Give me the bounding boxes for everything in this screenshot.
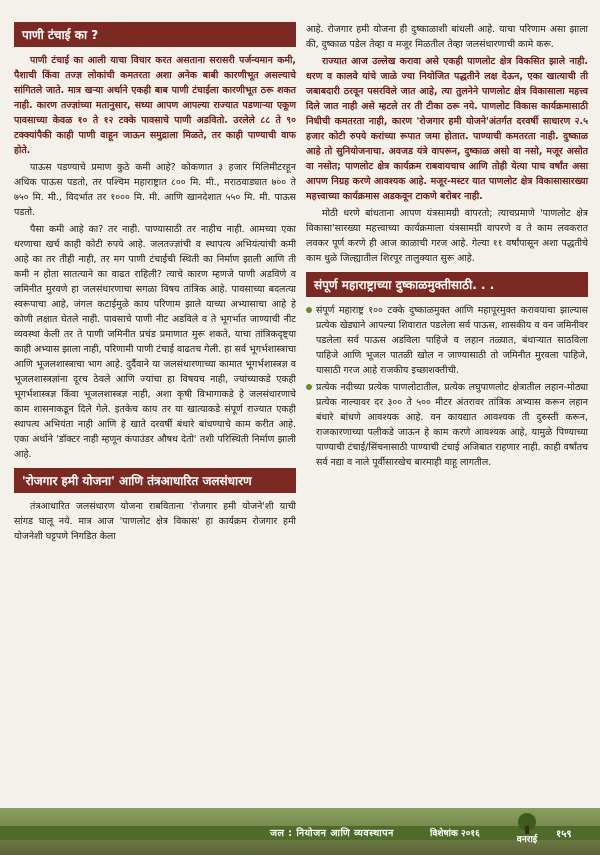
paragraph: मोठी धरणे बांधताना आपण यंत्रसामग्री वापरतो; त्याचप्रमाणे 'पाणलोट क्षेत्र विकासा'सारख्या महत्त्वाच्या कार्यक्रमाला यंत्रसामग्री वापरणे व ते काम लवकरात लवकर पूर्ण करणे ही आज काळाची गरज आहे. गेल्या ११ वर्षांपासून अशा पद्धतीचे काम धुळे जिल्ह्यातील शिरपूर तालुक्यात सुरू आहे.: [306, 208, 588, 264]
paragraph: राज्यात आज उल्लेख करावा असे एकही पाणलोट क्षेत्र विकसित झाले नाही. धरण व कालवे यांचे जाळे ज्या नियोजित पद्धतीने लक्ष देऊन, एका खात्याची ती जबाबदारी ठरवून पसरविले जात आहे, त्या तुलनेने पाणलोट क्षेत्र विकासाला महत्त्व दिले जात नाही असे म्हटले तर ती टीका ठरू नये. पाणलोट विकास कार्यक्रमासाठी निधीची कमतरता नाही, कारण 'रोजगार हमी योजने'अंतर्गत दरवर्षी साधारण २.५ हजार कोटी रुपये करांच्या रूपात जमा होतात. पाण्याची कमतरता नाही. दुष्काळ आहे तो सुनियोजनाचा. अवजड यंत्रे वापरून, दुष्काळ असो वा नसो, मजूर असोत वा नसोत; पाणलोट क्षेत्र कार्यक्रम राबवायचाच आणि तोही येत्या पाच वर्षांत असा आपण निग्रह करणे आवश्यक आहे. मजूर-मस्टर यात पाणलोट क्षेत्र विकासासारख्या महत्त्वाच्या कार्यक्रमास अडकवून टाकणे बरोबर नाही.: [306, 56, 588, 202]
bullet-item: [306, 380, 588, 470]
issue-label: विशेषांक २०१६: [430, 829, 480, 839]
bullet-item: [306, 303, 588, 378]
bullet-text: संपूर्ण महाराष्ट्र १०० टक्के दुष्काळमुक्त आणि महापूरमुक्त करावयाचा झाल्यास प्रत्येक खेड्याने आपल्या शिवारात पडलेला सर्व पाऊस, शासकीय व वन जमिनीवर पडलेला सर्व पाऊस अडविला पाहिजे व लहान तळ्यात, बंधाऱ्यात साठविला पाहिजे आणि भूजल पातळी खोल न जाण्यासाठी तो जमिनीत मुरवला पाहिजे, यासाठी गरज आहे राजकीय इच्छाशक्तीची.: [316, 305, 588, 376]
magazine-title: जल : नियोजन आणि व्यवस्थापन: [270, 828, 394, 839]
paragraph: पाऊस पडण्याचे प्रमाण कुठे कमी आहे? कोकणात ३ हजार मिलिमीटरहून अधिक पाऊस पडतो, तर पश्चिम महाराष्ट्रात ८०० मि. मी., मराठवाड्यात ७०० ते ७५० मि. मी., विदर्भात तर १००० मि. मी. आणि खानदेशात ५५० मि. मी. पाऊस पडतो.: [14, 162, 296, 218]
bullet-dot-icon: [306, 307, 312, 313]
section-heading-water-scarcity: पाणी टंचाई का ?: [14, 22, 296, 47]
page-number: १५९: [556, 829, 572, 840]
paragraph: पैसा कमी आहे का? तर नाही. पाण्यासाठी तर नाहीच नाही. आमच्या एका धरणाचा खर्च काही कोटी रुपये आहे. जलतज्ज्ञांची व स्थापत्य अभियंत्यांची कमी आहे का तर तीही नाही, तर मग पाणी टंचाईची स्थिती का निर्माण झाली आणि ती कमी न होता सातत्याने का वाढत राहिली? त्याचे कारण म्हणजे पाणी अडविणे व जमिनीत मुरवणे हा जलसंधारणाचा सगळा विषय तांत्रिक आहे. पावसाच्या बदलत्या स्वरूपाचा आहे, जंगल कटाईमुळे काय परिणाम झाले याच्या अभ्यासाचा आहे हे कोणी लक्षात घेतले नाही. पावसाचे पाणी नीट अडविले व ते भूगर्भात जाण्याची नीट व्यवस्था केली तर ते पाणी जमिनीत प्रचंड प्रमाणात मुरू शकते, याचा तांत्रिकदृष्ट्या काही अभ्यास झाला नाही, परिणामी पाणी टंचाई वाढतच गेली. हा सर्व भूगर्भशास्त्राचा आणि भूजलशास्त्राचा भाग आहे. दुर्दैवाने या जलसंधारणाच्या कामात भूगर्भशास्त्रज्ञ व भूजलशास्त्रज्ञांना दूरच ठेवले आणि ज्यांचा हा विषयच नाही, ज्यांच्याकडे एकही भूगर्भशास्त्रज्ञ किंवा भूजलशास्त्रज्ञ नाही, अशा कृषी विभागाकडे हे जलसंधारणाचे काम शासनाकडून दिले गेले. इतकेच काय तर या खात्याकडे संपूर्ण राज्यात एकही स्थापत्य अभियंता नाही आणि हे खाते दरवर्षी बंधारे बांधण्याचे काम करीत आहे. एका अर्थाने 'डॉक्टर नाही म्हणून कंपाउंडर औषध देतो' तशी परिस्थिती निर्माण झाली आहे.: [14, 224, 297, 460]
left-column: [14, 22, 296, 546]
paragraph: पाणी टंचाई का आली याचा विचार करत असताना सरासरी पर्जन्यमान कमी, पैशाची किंवा तज्ज्ञ लोकांची कमतरता अशा अनेक बाबी कारणीभूत असल्याचे सांगितले जाते. मात्र खऱ्या अर्थाने एकही बाब पाणी टंचाईला कारणीभूत ठरू शकत नाही. कारण तज्ज्ञांच्या मतानुसार, सध्या आपण आपल्या राज्यात पडणाऱ्या एकूण पावसाच्या केवळ १० ते १२ टक्के पावसाचे पाणी अडवितो. उरलेले ८८ ते ९० टक्क्यांपैकी काही पाणी वाहून जाऊन समुद्राला मिळते, तर काही पाण्याची वाफ होते.: [14, 55, 296, 156]
bullet-text: प्रत्येक नदीच्या प्रत्येक पाणलोटातील, प्रत्येक लघुपाणलोट क्षेत्रातील लहान-मोठ्या प्रत्येक नाल्यावर दर ३०० ते ५०० मीटर अंतरावर तांत्रिक अभ्यास करून लहान बंधारे बांधणे आवश्यक आहे. वन कायद्यात आवश्यक ती दुरुस्ती करून, राजकारणाच्या पलीकडे जाऊन हे काम करणे आवश्यक आहे, यामुळे पिण्याच्या पाण्याची टंचाई/सिंचनासाठी पाण्याची टंचाई अजिबात राहणार नाही. काही वर्षांतच सर्व नद्या व नाले पूर्वीसारखेच बारमाही वाहू लागतील.: [316, 382, 588, 468]
bullet-dot-icon: [306, 384, 312, 390]
logo-text: वनराई: [516, 835, 538, 844]
right-column: [306, 22, 588, 472]
section-heading-drought-free: संपूर्ण महाराष्ट्राच्या दुष्काळमुक्तीसाठी. . .: [306, 272, 588, 297]
paragraph: आहे. रोजगार हमी योजना ही दुष्काळाशी बांधली आहे. याचा परिणाम असा झाला की, दुष्काळ पडेल तेव्हा व मजूर मिळतील तेव्हा जलसंधारणाची कामे करू.: [306, 24, 588, 50]
vanrai-logo-icon: [502, 812, 552, 844]
section-heading-employment-guarantee: 'रोजगार हमी योजना' आणि तंत्रआधारित जलसंधारण: [14, 468, 296, 493]
paragraph: तंत्रआधारित जलसंधारण योजना राबविताना 'रोजगार हमी योजने'शी याची सांगड घालू नये. मात्र आज 'पाणलोट क्षेत्र विकास' हा कार्यक्रम रोजगार हमी योजनेशी घट्टपणे निगडित केला: [14, 501, 296, 542]
